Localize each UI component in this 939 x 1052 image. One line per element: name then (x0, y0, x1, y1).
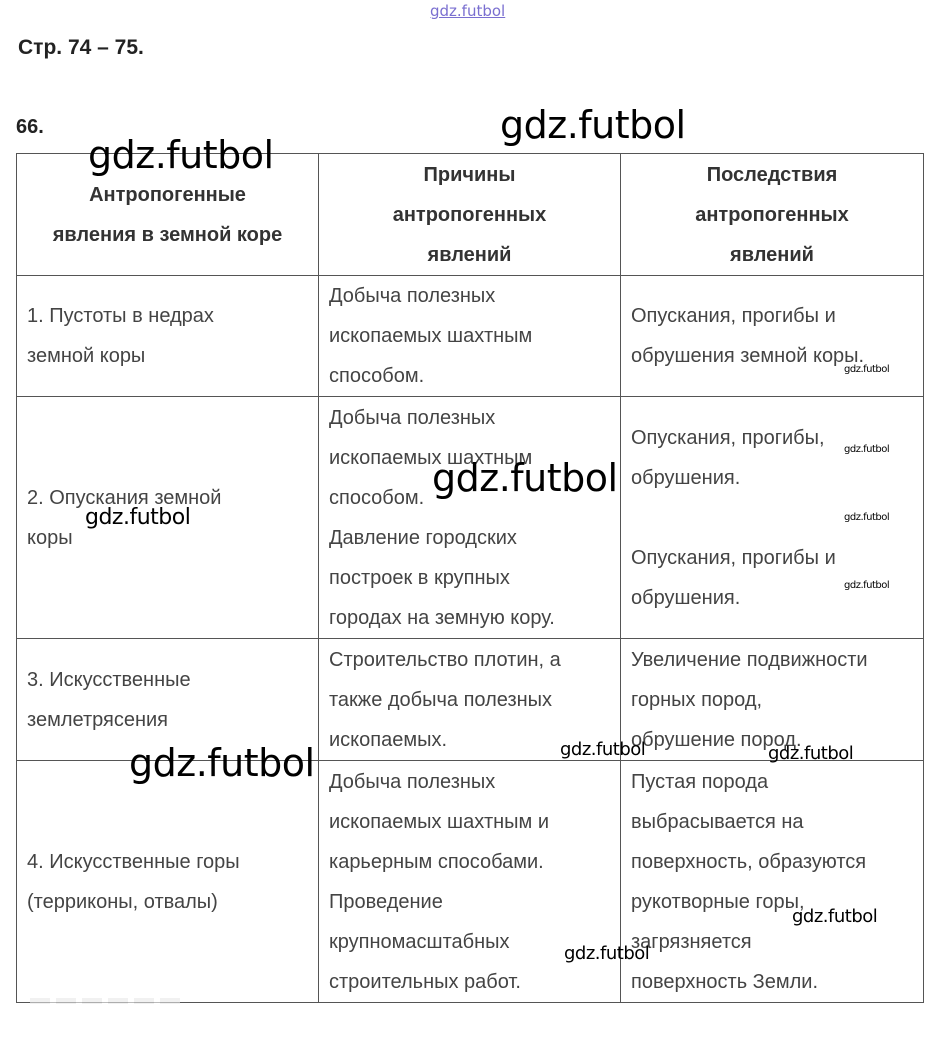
watermark-text: gdz.futbol (88, 133, 274, 177)
watermark-text: gdz.futbol (500, 103, 686, 147)
scan-artifact (30, 998, 180, 1004)
watermark-text: gdz.futbol (564, 943, 650, 964)
watermark-text: gdz.futbol (129, 741, 315, 785)
phenomenon-cell: 1. Пустоты в недрах земной коры (17, 276, 319, 397)
watermark-text: gdz.futbol (432, 456, 618, 500)
phenomenon-cell: 3. Искусственные землетрясения (17, 639, 319, 761)
page-reference: Стр. 74 – 75. (18, 36, 144, 59)
header-consequences: Последствия антропогенных явлений (621, 154, 924, 276)
watermark-top-link[interactable]: gdz.futbol (430, 2, 506, 20)
watermark-text: gdz.futbol (85, 505, 191, 530)
cause-cell: Добыча полезных ископаемых шахтным и карьерным способами. Проведение крупномасштабных строительных работ. (319, 761, 621, 1003)
header-phenomena: Антропогенные явления в земной коре (17, 154, 319, 276)
consequence-b: Опускания, прогибы и обрушения. (631, 546, 836, 609)
answer-table (16, 153, 924, 1003)
phenomenon-cell: 4. Искусственные горы (терриконы, отвалы) (17, 761, 319, 1003)
watermark-text: gdz.futbol (844, 512, 890, 523)
cause-cell: Строительство плотин, а также добыча полезных ископаемых. (319, 639, 621, 761)
phenomenon-cell: 2. Опускания земной коры (17, 397, 319, 639)
watermark-text: gdz.futbol (768, 743, 854, 764)
cause-cell: Добыча полезных ископаемых шахтным способом. Давление городских построек в крупных городах на земную кору. (319, 397, 621, 639)
consequence-cell: Опускания, прогибы и обрушения земной коры. (621, 276, 924, 397)
consequence-a: Опускания, прогибы, обрушения. (631, 426, 825, 489)
watermark-text: gdz.futbol (844, 444, 890, 455)
table-row (17, 761, 924, 1003)
task-number: 66. (16, 116, 44, 138)
watermark-text: gdz.futbol (844, 364, 890, 375)
consequence-cell: Пустая порода выбрасывается на поверхность, образуются рукотворные горы, загрязняется поверхность Земли. (621, 761, 924, 1003)
watermark-text: gdz.futbol (844, 580, 890, 591)
consequence-cell: Увеличение подвижности горных пород, обрушение пород. (621, 639, 924, 761)
table-row (17, 276, 924, 397)
watermark-text: gdz.futbol (792, 906, 878, 927)
cause-cell: Добыча полезных ископаемых шахтным способом. (319, 276, 621, 397)
watermark-text: gdz.futbol (560, 739, 646, 760)
header-causes: Причины антропогенных явлений (319, 154, 621, 276)
